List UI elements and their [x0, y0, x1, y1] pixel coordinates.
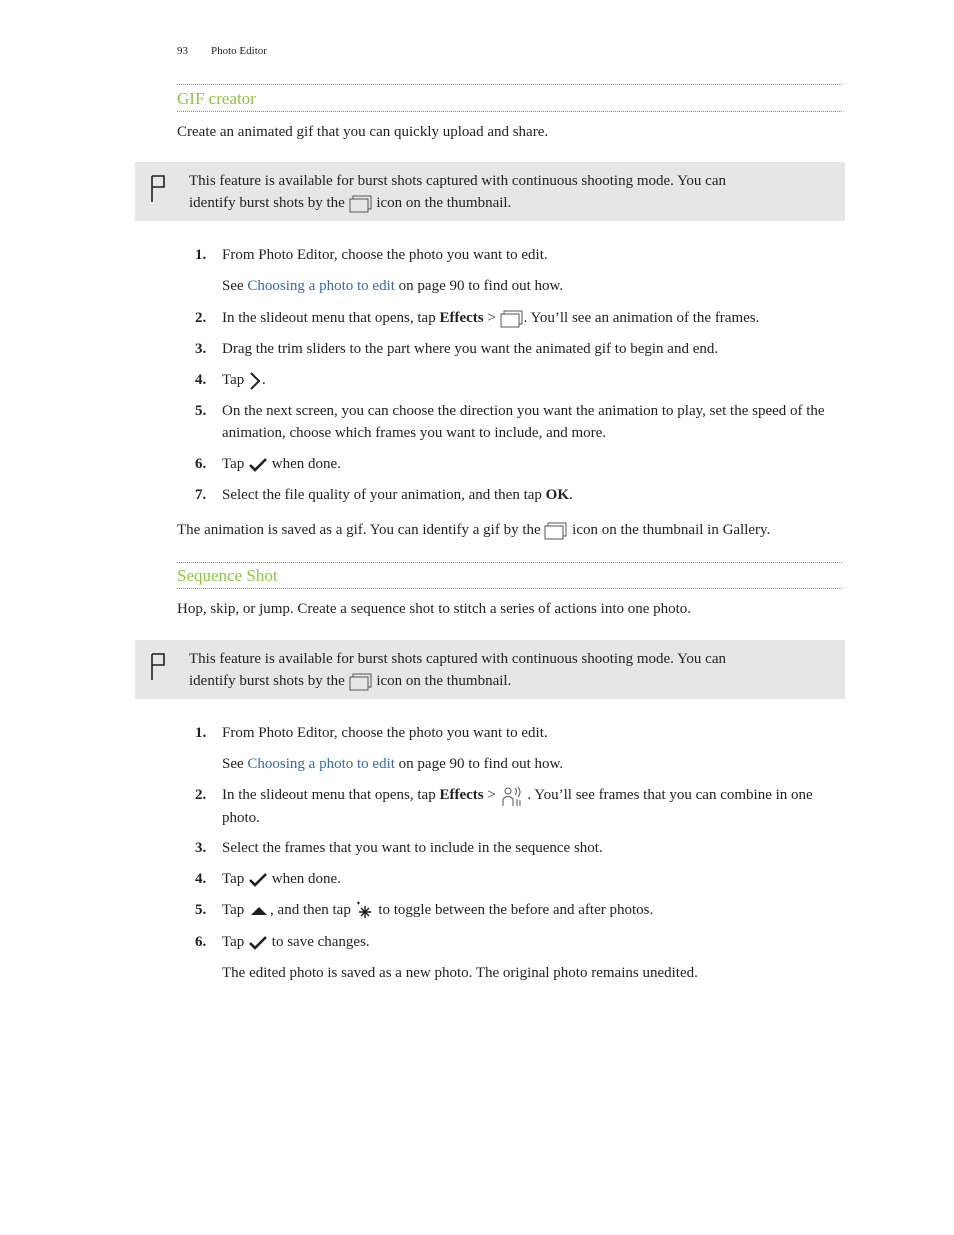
- choosing-photo-link[interactable]: Choosing a photo to edit: [247, 278, 395, 294]
- page-number: 93: [177, 45, 188, 57]
- chevron-right-icon: [248, 371, 262, 391]
- note-box: This feature is available for burst shots captured with continuous shooting mode. You can identify burst shots by the icon on the thumbnail.: [135, 640, 845, 699]
- burst-icon: [349, 673, 373, 691]
- gif-intro: Create an animated gif that you can quickly upload and share.: [177, 124, 549, 140]
- flag-icon: [149, 652, 167, 682]
- section-name: Photo Editor: [211, 45, 267, 57]
- section-title-gif-creator: GIF creator: [177, 89, 256, 108]
- choosing-photo-link[interactable]: Choosing a photo to edit: [247, 756, 395, 772]
- triangle-up-icon: [248, 904, 270, 918]
- section-divider: [177, 588, 842, 589]
- gif-outro: The animation is saved as a gif. You can identify a gif by the icon on the thumbnail in Gallery.: [177, 522, 771, 538]
- final-note: The edited photo is saved as a new photo. The original photo remains unedited.: [222, 965, 698, 981]
- see-reference: See Choosing a photo to edit on page 90 to find out how.: [222, 278, 564, 294]
- section-divider: [177, 562, 842, 563]
- see-reference: See Choosing a photo to edit on page 90 to find out how.: [222, 756, 564, 772]
- gif-icon: [544, 522, 568, 540]
- section-title-sequence-shot: Sequence Shot: [177, 566, 278, 585]
- sequence-intro: Hop, skip, or jump. Create a sequence shot to stitch a series of actions into one photo.: [177, 601, 692, 617]
- section-divider: [177, 84, 842, 85]
- checkmark-icon: [248, 457, 268, 473]
- page-header: [177, 45, 267, 57]
- sequence-shot-icon: [500, 785, 524, 807]
- note-box: This feature is available for burst shots captured with continuous shooting mode. You can identify burst shots by the icon on the thumbnail.: [135, 162, 845, 221]
- sparkle-toggle-icon: [355, 901, 375, 921]
- checkmark-icon: [248, 872, 268, 888]
- gif-icon: [500, 310, 524, 328]
- flag-icon: [149, 174, 167, 204]
- note-text: This feature is available for burst shots captured with continuous shooting mode. You can: [189, 651, 726, 667]
- burst-icon: [349, 195, 373, 213]
- note-text: This feature is available for burst shots captured with continuous shooting mode. You can: [189, 173, 726, 189]
- section-divider: [177, 111, 842, 112]
- checkmark-icon: [248, 935, 268, 951]
